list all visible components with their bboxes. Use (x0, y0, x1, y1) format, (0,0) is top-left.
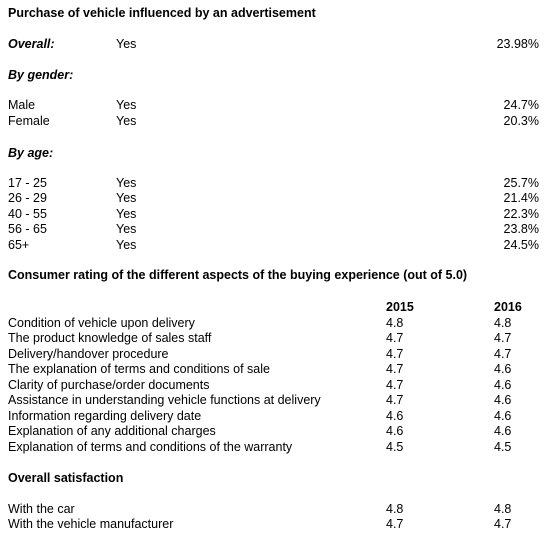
age-row-label: 40 - 55 (8, 207, 47, 221)
column-header-2016: 2016 (494, 300, 522, 314)
gender-row-answer: Yes (116, 98, 137, 112)
overall-value: 23.98% (496, 37, 539, 51)
by-age-heading: By age: (8, 146, 54, 160)
age-row-label: 26 - 29 (8, 191, 47, 205)
satisfaction-2016-value: 4.7 (494, 517, 512, 531)
age-row-value: 22.3% (503, 207, 539, 221)
rating-2015-value: 4.5 (386, 440, 404, 454)
overall-satisfaction-title: Overall satisfaction (8, 471, 124, 485)
age-row-value: 23.8% (503, 222, 539, 236)
age-row-answer: Yes (116, 191, 137, 205)
column-header-2015: 2015 (386, 300, 414, 314)
rating-2016-value: 4.5 (494, 440, 512, 454)
rating-2015-value: 4.8 (386, 316, 404, 330)
age-row-label: 17 - 25 (8, 176, 47, 190)
rating-row-label: The explanation of terms and conditions of sale (8, 362, 270, 376)
age-row-value: 24.5% (503, 238, 539, 252)
age-row-answer: Yes (116, 207, 137, 221)
overall-label: Overall: (8, 37, 55, 51)
buying-experience-section-title: Consumer rating of the different aspects of the buying experience (out of 5.0) (8, 268, 468, 282)
age-row-label: 56 - 65 (8, 222, 47, 236)
satisfaction-2016-value: 4.8 (494, 502, 512, 516)
rating-row-label: Explanation of terms and conditions of the warranty (8, 440, 293, 454)
by-gender-heading: By gender: (8, 68, 74, 82)
rating-row-label: Clarity of purchase/order documents (8, 378, 210, 392)
rating-row-label: Explanation of any additional charges (8, 424, 216, 438)
satisfaction-2015-value: 4.7 (386, 517, 404, 531)
overall-answer: Yes (116, 37, 137, 51)
satisfaction-row-label: With the vehicle manufacturer (8, 517, 174, 531)
rating-row-label: Condition of vehicle upon delivery (8, 316, 195, 330)
rating-2015-value: 4.7 (386, 347, 404, 361)
age-row-value: 21.4% (503, 191, 539, 205)
age-row-answer: Yes (116, 238, 137, 252)
rating-2015-value: 4.7 (386, 331, 404, 345)
age-row-answer: Yes (116, 176, 137, 190)
gender-row-label: Male (8, 98, 36, 112)
age-row-answer: Yes (116, 222, 137, 236)
advertisement-section-title: Purchase of vehicle influenced by an advertisement (8, 6, 316, 20)
rating-2015-value: 4.6 (386, 409, 404, 423)
rating-row-label: The product knowledge of sales staff (8, 331, 212, 345)
rating-2015-value: 4.7 (386, 362, 404, 376)
rating-2016-value: 4.6 (494, 424, 512, 438)
gender-row-value: 24.7% (503, 98, 539, 112)
rating-row-label: Assistance in understanding vehicle functions at delivery (8, 393, 321, 407)
satisfaction-2015-value: 4.8 (386, 502, 404, 516)
gender-row-value: 20.3% (503, 114, 539, 128)
gender-row-label: Female (8, 114, 50, 128)
rating-row-label: Information regarding delivery date (8, 409, 202, 423)
age-row-label: 65+ (8, 238, 30, 252)
rating-2015-value: 4.7 (386, 378, 404, 392)
rating-2016-value: 4.7 (494, 347, 512, 361)
rating-2016-value: 4.6 (494, 378, 512, 392)
rating-2016-value: 4.8 (494, 316, 512, 330)
rating-2016-value: 4.6 (494, 409, 512, 423)
rating-2015-value: 4.7 (386, 393, 404, 407)
gender-row-answer: Yes (116, 114, 137, 128)
rating-row-label: Delivery/handover procedure (8, 347, 169, 361)
rating-2016-value: 4.7 (494, 331, 512, 345)
satisfaction-row-label: With the car (8, 502, 75, 516)
rating-2015-value: 4.6 (386, 424, 404, 438)
rating-2016-value: 4.6 (494, 393, 512, 407)
rating-2016-value: 4.6 (494, 362, 512, 376)
age-row-value: 25.7% (503, 176, 539, 190)
